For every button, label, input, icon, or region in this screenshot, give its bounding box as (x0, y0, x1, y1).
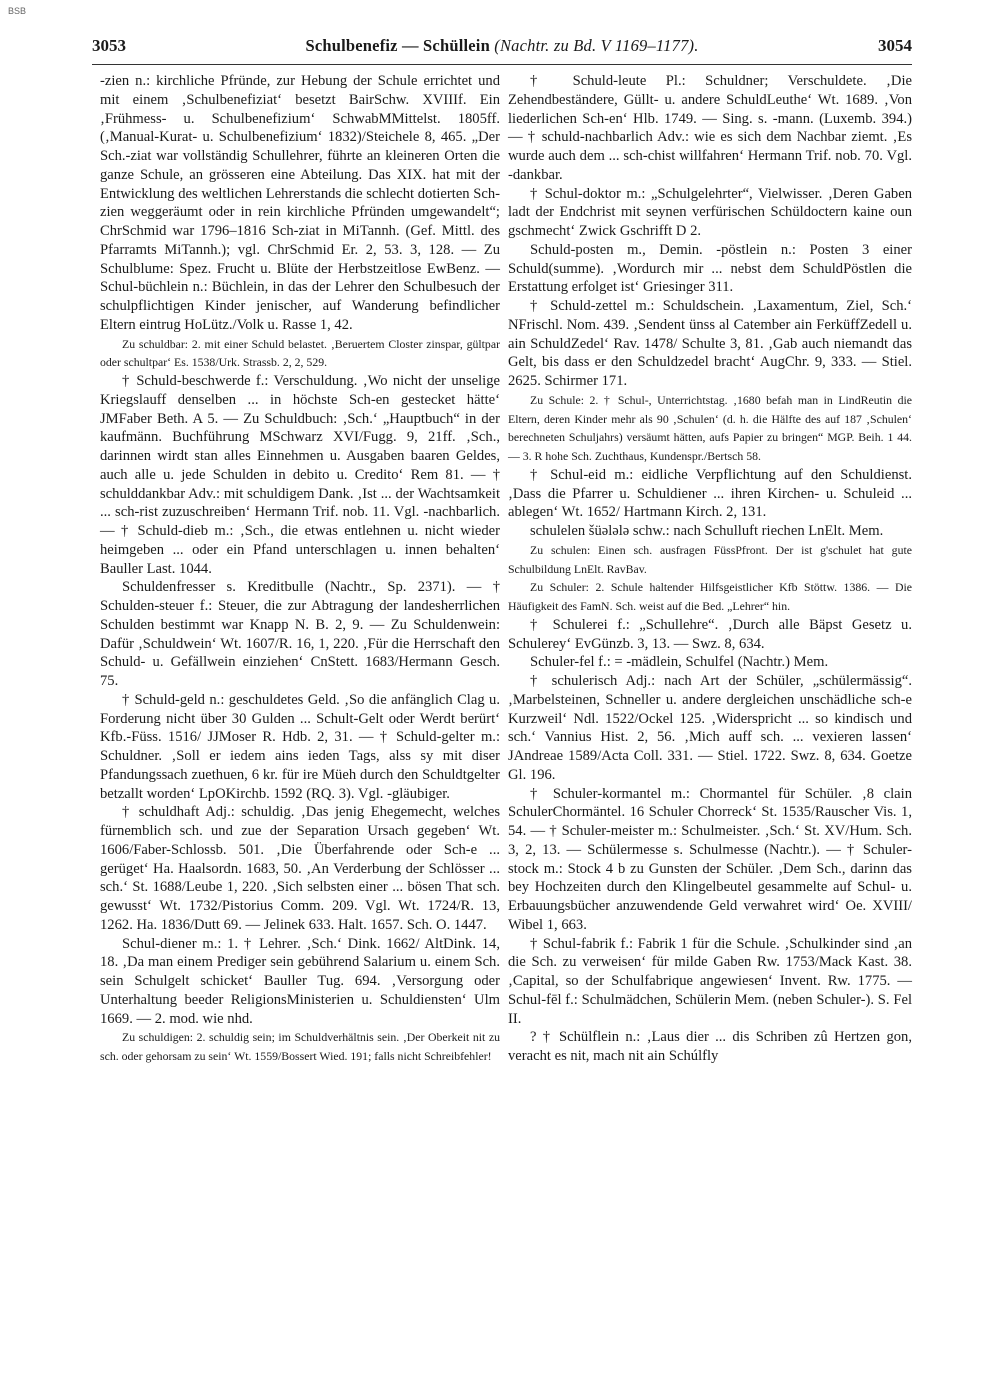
entry-schuldiener: Schul-diener m.: 1. † Lehrer. ‚Sch.‘ Dink. 1662/ AltDink. 14, 18. ‚Da man einem Prediger sein gebührend Salarium u. einem Sch. sein Schulgelt schicket‘ Bauller Tug. 694. ‚Versorgung oder Unterhaltung beeder ReligionsMinisterien u. Schuldiensten‘ Ulm 1669. — 2. mod. wie nhd. (100, 935, 500, 1027)
running-head-note: (Nachtr. zu Bd. V 1169–1177). (494, 36, 699, 55)
entry-schulen: Zu schulen: Einen sch. ausfragen FüssPfront. Der ist g'schulet hat gute Schulbildung LnElt. RavBav. (508, 542, 912, 576)
running-head (92, 36, 912, 56)
entry-schuldposten: Schuld-posten m., Demin. -pöstlein n.: Posten 3 einer Schuld(summe). ‚Wordurch mir ... nebst dem SchuldPöstlen die Erstattung erfolget ist‘ Griesinger 311. (508, 241, 912, 296)
entry-schuldbar: Zu schuldbar: 2. mit einer Schuld belastet. ‚Beruertem Closter zinspar, gültpar oder schultpar‘ Es. 1538/Urk. Strassb. 2, 2, 529. (100, 336, 500, 370)
entry-schulerei: † Schulerei f.: „Schullehre“. ‚Durch alle Bäpst Gesetz u. Schulerey‘ EvGünzb. 3, 13. — Swz. 8, 634. (508, 616, 912, 652)
entry-schuldoktor: † Schul-doktor m.: „Schulgelehrter“, Vielwisser. ‚Deren Gaben ladt der Endchrist mit seynen verfürischen Schüldoctern kaine oun gschmecht‘ Zwick Gschrifft D 2. (508, 185, 912, 239)
entry-schuleid: † Schul-eid m.: eidliche Verpflichtung auf den Schuldienst. ‚Dass die Pfarrer u. Schuldiener ... ihren Kirchen- u. Schuleid ... ablegen‘ Wt. 1652/ Hartmann Kirch. 2, 131. (508, 466, 912, 521)
entry-schulbenefizien: -zien n.: kirchliche Pfründe, zur Hebung der Schule errichtet und mit einem ‚Schulbenefiziat‘ besetzt BairSchw. XVIIIf. Ein ‚Frühmess- u. Schulbenefizium‘ SchwabMMittelst. 1805ff. (‚Manual-Kurat- u. Schulbenefizium‘ 1832)/Steichele 8, 465. „Der Sch.-ziat war vollständig Schullehrer, führte an kleineren Orten die ganze Schule, an grösseren eine Abteilung. Das XIX. hat mit der Entwicklung des weltlichen Lehrerstands die schlecht dotierten Sch-zien weggeräumt oder in rein kirchliche Pfründen umgewandelt“; ChrSchmid war 1796–1816 Sch-ziat in MiTannh. (Gef. Mittl. des Pfarramts MiTannh.); vgl. ChrSchmid Er. 2, 53. 3, 128. — Zu Schulblume: Spez. Frucht u. Blüte der Herbstzeitlose EwBenz. — Schul-büchlein n.: Büchlein, in das der Lehrer den Schulbesuch der schulpflichtigen Kinder jenischer, auf Wanderung befindlicher Eltern eintrug HoLütz./Volk u. Rasse 1, 42. (100, 73, 500, 333)
right-column (508, 72, 912, 1066)
entry-schuldleute: † Schuld-leute Pl.: Schuldner; Verschuldete. ‚Die Zehendbeständere, Güllt- u. andere SchuldLeuthe‘ Wt. 1689. ‚Von liederlichen Sch-en‘ Hlb. 1749. — Sing. s. -mann. (Luxemb. 394.) — † schuld-nachbarlich Adv.: wie es sich dem Nachbar ziemt. ‚Es wurde auch dem ... sch-chist willfahren‘ Hermann Trif. nob. 70. Vgl. -dankbar. (508, 73, 912, 183)
entry-schuldenfresser: Schuldenfresser s. Kreditbulle (Nachtr., Sp. 2371). — † Schulden-steuer f.: Steuer, die zur Abtragung der landesherrlichen Schulden bestimmt war Knapp N. B. 2, 9. — Zu Schuldenwein: Dafür ‚Schuldwein‘ Wt. 1607/R. 16, 1, 220. ‚Für die Herrschaft den Schuld- u. Gefällwein einziehen‘ CnStett. 1683/Hermann Gesch. 75. (100, 579, 500, 689)
entry-schule: Zu Schule: 2. † Schul-, Unterrichtstag. ‚1680 befah man in LindReutin die Eltern, deren Kinder mehr als 90 ‚Schulen‘ (d. h. die Hälfte des auf 187 ‚Schulen‘ berechneten Schuljahrs) versäumt hätten, aufs Papier zu bringen“ MGP. Beih. 1 44. — 3. R hohe Sch. Zuchthaus, Kundenspr./Bertsch 58. (508, 392, 912, 463)
left-column (100, 72, 500, 1066)
entry-schulerisch: † schulerisch Adj.: nach Art der Schüler, „schülermässig“. ‚Marbelsteinen, Schneller u. andere dergleichen unschädliche sch-e Kurzweil‘ Ndl. 1522/Ockel 125. ‚Widerspricht ... so kindisch und sch.‘ Vannius Hist. 2, 56. ‚Mich auff sch. ... vexieren lassen‘ JAndreae 1589/Acta Coll. 331. — Stiel. 1722. Swz. 8, 634. Goetze Gl. 196. (508, 673, 912, 783)
page-header (92, 36, 912, 60)
entry-schuldgeld: † Schuld-geld n.: geschuldetes Geld. ‚So die anfänglich Clag u. Forderung nicht über 30 Gulden ... Schult-Gelt oder Werdt berürt‘ Kfb.-Füss. 1516/ JJMoser R. Hdb. 2, 31. — † Schuld-gelter m.: Schuldner. ‚Soll er iedem ains ieden Tags, alss sy mit diser Pfandungssach zuethuen, 6 kr. für ire Müeh durch den Schuldtgelter betzallt worden‘ LpOKirchb. 1592 (RQ. 3). Vgl. -gläubiger. (100, 691, 500, 802)
library-stamp: BSB (8, 6, 27, 16)
page-number-left: 3053 (92, 36, 126, 55)
entry-schulerfel: Schuler-fel f.: = -mädlein, Schulfel (Nachtr.) Mem. (530, 654, 829, 671)
running-head-title: Schulbenefiz — Schüllein (305, 36, 495, 55)
entry-schulfabrik: † Schul-fabrik f.: Fabrik 1 für die Schule. ‚Schulkinder sind ‚an die Sch. zu verweisen‘ für milde Gaben Rw. 1753/Mack Kast. 38. ‚Capital, so der Schulfabrique angewiesen‘ Invent. Rw. 1775. — Schul-fēl f.: Schulmädchen, Schülerin Mem. (neben Schuler-). S. Fel II. (508, 935, 912, 1027)
entry-schuldigen: Zu schuldigen: 2. schuldig sein; im Schuldverhältnis sein. ‚Der Oberkeit nit zu sch. oder gehorsam zu sein‘ Wt. 1559/Bossert Wied. 191; falls nicht Schreibfehler! (100, 1030, 500, 1063)
entry-schulelen: schulelen šüələlə schw.: nach Schulluft riechen LnElt. Mem. (530, 523, 884, 539)
header-rule (92, 64, 912, 65)
entry-schuelflein: ? † Schülflein n.: ‚Laus dier ... dis Schriben zû Hertzen gon, veracht es nit, mach nit ain Schúlfly (508, 1029, 912, 1064)
entry-schuldbeschwerde: † Schuld-beschwerde f.: Verschuldung. ‚Wo nicht der unselige Kriegslauff denselben ... in höchste Sch-en gestecket hätte‘ JMFaber Beth. A 5. — Zu Schuldbuch: ‚Sch.‘ „Hauptbuch“ in der kaufmänn. Buchführung MSchwarz XVI/Fugg. 9, 21ff. ‚Sch., darinnen wirdt stan alles Einnehmen u. Ausgaben baaren Geldes, auch alle u. jede Schulden in debito u. Credito‘ Rem 81. — † schulddankbar Adv.: mit schuldigem Dank. ‚Ist ... der Wachtsamkeit ... sch-rist zuzuschreiben‘ Hermann Trif. nob. 11. Vgl. -nachbarlich. — † Schuld-dieb m.: ‚Sch., die etwas entlehnen u. nicht wieder heimgeben ... oder ein Pfand unterschlagen u. innen behalten‘ Bauller Last. 1044. (100, 373, 500, 577)
entry-schulerkormantel: † Schuler-kormantel m.: Chormantel für Schüler. ‚8 clain SchulerChormäntel. 16 Schuler Chorreck‘ St. 1535/Rauscher Vis. 1, 54. — † Schuler-meister m.: Schulmeister. ‚Sch.‘ St. XV/Hum. Sch. 3, 2, 13. — Schülermesse s. Schulmesse (Nachtr.). — † Schuler-stock m.: Stock 4 b zu Gunsten der Schüler. ‚Dem Sch., darinn das bey Hochzeiten durch den Klingelbeutel gesammelte auf Schul- u. Erbauungsbücher anzuwendende Geld verwahret wird‘ Oe. XVIII/ Wibel 1, 663. (508, 785, 912, 933)
page-number-right: 3054 (878, 36, 912, 55)
entry-schuldzettel: † Schuld-zettel m.: Schuldschein. ‚Laxamentum, Ziel, Sch.‘ NFrischl. Nom. 439. ‚Sendent ünss al Catember ain FerküffZedell u. ain SchuldZedel‘ Rav. 1478/ Schulte 3, 81. ‚Gab auch niemandt das Gelt, bis dass er den Schuldzedel bracht‘ AugChr. 9, 333. — Stiel. 2625. Schirmer 171. (508, 298, 912, 389)
entry-schuler: Zu Schuler: 2. Schule haltender Hilfsgeistlicher Kfb Stöttw. 1386. — Die Häufigkeit des FamN. Sch. weist auf die Bed. „Lehrer“ hin. (508, 580, 912, 613)
entry-schuldhaft: † schuldhaft Adj.: schuldig. ‚Das jenig Ehegemecht, welches fürnemblich sch. und zue der Separation Ursach gegeben‘ Wt. 1606/Faber-Schlossb. 501. ‚Die Überfahrende oder Sch-e ... gerüget‘ Ha. Haalsordn. 1683, 50. ‚An Verderbung der Schlösser ... sch.‘ St. 1688/Leube 1, 220. ‚Sich selbsten einer ... bösen That sch. gewusst‘ Wt. 1732/Pistorius Comm. 209. Vgl. Wt. 1724/R. 13, 1262. Ha. 1836/Dutt 69. — Jelinek 633. Halt. 1657. Sch. O. 1447. (100, 804, 500, 933)
